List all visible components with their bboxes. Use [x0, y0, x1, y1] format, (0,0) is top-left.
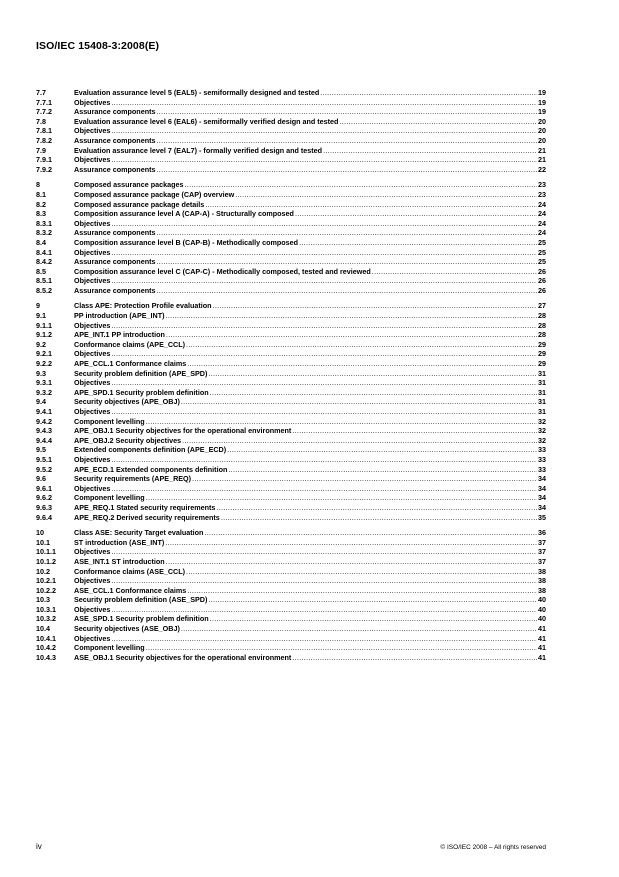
toc-entry[interactable]: [36, 286, 546, 296]
toc-dot-leader: [111, 276, 537, 286]
toc-entry-number: 10.4: [36, 624, 50, 634]
toc-entry-title: Assurance components: [74, 285, 156, 295]
toc-entry[interactable]: [36, 267, 546, 277]
toc-entry-page: 40: [538, 614, 546, 624]
toc-entry-number: 8.4: [36, 237, 46, 247]
toc-entry[interactable]: [36, 513, 546, 523]
toc-entry-title: ASE_CCL.1 Conformance claims: [74, 585, 187, 595]
toc-entry-page: 40: [538, 604, 546, 614]
toc-entry-page: 23: [538, 180, 546, 190]
toc-entry[interactable]: [36, 107, 546, 117]
toc-entry[interactable]: [36, 321, 546, 331]
toc-entry[interactable]: [36, 369, 546, 379]
toc-dot-leader: [156, 107, 537, 117]
toc-entry-page: 32: [538, 426, 546, 436]
toc-entry-number: 8.5.2: [36, 285, 52, 295]
toc-entry[interactable]: [36, 209, 546, 219]
toc-dot-leader: [111, 407, 537, 417]
toc-entry[interactable]: [36, 311, 546, 321]
toc-dot-leader: [111, 455, 537, 465]
toc-entry-page: 21: [538, 155, 546, 165]
toc-entry-title: Objectives: [74, 247, 111, 257]
toc-entry-title: Composed assurance package details: [74, 199, 205, 209]
toc-entry-page: 32: [538, 435, 546, 445]
toc-entry-page: 41: [538, 633, 546, 643]
toc-entry-number: 7.8.1: [36, 126, 52, 136]
toc-entry-title: Objectives: [74, 276, 111, 286]
toc-dot-leader: [184, 180, 537, 190]
toc-entry-number: 9.4.3: [36, 426, 52, 436]
toc-entry-page: 31: [538, 387, 546, 397]
toc-entry-title: Security requirements (APE_REQ): [74, 474, 192, 484]
toc-entry-title: ASE_INT.1 ST introduction: [74, 556, 165, 566]
toc-entry-title: Class ASE: Security Target evaluation: [74, 528, 204, 538]
toc-entry-number: 9.5: [36, 445, 46, 455]
toc-entry-title: APE_OBJ.2 Security objectives: [74, 435, 182, 445]
toc-entry-page: 33: [538, 454, 546, 464]
toc-entry-page: 26: [538, 276, 546, 286]
toc-dot-leader: [165, 538, 537, 548]
toc-dot-leader: [221, 513, 537, 523]
toc-entry-number: 9.4: [36, 397, 46, 407]
toc-entry-title: Objectives: [74, 604, 111, 614]
toc-entry-title: Security objectives (ASE_OBJ): [74, 624, 180, 634]
toc-entry-page: 34: [538, 502, 546, 512]
toc-entry-title: Objectives: [74, 97, 111, 107]
toc-entry-title: Assurance components: [74, 164, 156, 174]
toc-entry[interactable]: [36, 88, 546, 98]
toc-entry[interactable]: [36, 426, 546, 436]
toc-entry-number: 8.3.1: [36, 218, 52, 228]
toc-dot-leader: [111, 547, 537, 557]
toc-dot-leader: [210, 614, 537, 624]
toc-dot-leader: [295, 209, 537, 219]
toc-entry-title: Evaluation assurance level 7 (EAL7) - formally verified design and tested: [74, 145, 323, 155]
toc-entry-number: 8.3: [36, 209, 46, 219]
toc-entry-title: Composed assurance package (CAP) overview: [74, 189, 235, 199]
toc-dot-leader: [146, 417, 537, 427]
toc-entry-number: 9: [36, 301, 40, 311]
toc-entry-page: 38: [538, 576, 546, 586]
toc-entry-number: 9.1.1: [36, 320, 52, 330]
toc-entry[interactable]: [36, 547, 546, 557]
toc-entry-number: 8.4.1: [36, 247, 52, 257]
toc-entry-title: Assurance components: [74, 107, 156, 117]
toc-dot-leader: [182, 436, 537, 446]
toc-entry[interactable]: [36, 653, 546, 663]
toc-entry[interactable]: [36, 248, 546, 258]
toc-entry-title: Objectives: [74, 155, 111, 165]
toc-dot-leader: [146, 493, 537, 503]
toc-dot-leader: [181, 624, 537, 634]
toc-entry-title: APE_REQ.1 Stated security requirements: [74, 502, 216, 512]
toc-entry-title: APE_ECD.1 Extended components definition: [74, 464, 228, 474]
toc-entry-title: Objectives: [74, 378, 111, 388]
toc-dot-leader: [111, 98, 537, 108]
toc-entry-page: 29: [538, 359, 546, 369]
toc-dot-leader: [111, 219, 537, 229]
toc-entry-page: 25: [538, 237, 546, 247]
toc-section-group: [36, 180, 546, 295]
toc-entry-page: 41: [538, 652, 546, 662]
toc-entry-number: 7.8.2: [36, 135, 52, 145]
toc-dot-leader: [111, 349, 537, 359]
toc-entry-title: Security objectives (APE_OBJ): [74, 397, 180, 407]
toc-entry-title: Objectives: [74, 349, 111, 359]
toc-section-group: [36, 528, 546, 662]
toc-entry-title: Objectives: [74, 407, 111, 416]
toc-dot-leader: [111, 605, 537, 615]
toc-dot-leader: [111, 484, 537, 494]
toc-section-group: [36, 301, 546, 522]
toc-entry-page: 33: [538, 445, 546, 455]
toc-dot-leader: [372, 267, 537, 277]
toc-dot-leader: [156, 228, 537, 238]
toc-entry-title: APE_REQ.2 Derived security requirements: [74, 512, 220, 522]
toc-entry-page: 26: [538, 285, 546, 295]
toc-entry-page: 31: [538, 397, 546, 407]
toc-entry-number: 8.5: [36, 266, 46, 276]
toc-dot-leader: [187, 359, 537, 369]
toc-entry-number: 8.1: [36, 189, 46, 199]
toc-entry-page: 24: [538, 228, 546, 238]
toc-dot-leader: [146, 643, 537, 653]
toc-entry-title: Objectives: [74, 483, 111, 493]
toc-entry-number: 8.5.1: [36, 276, 52, 286]
toc-entry-page: 41: [538, 643, 546, 653]
toc-entry-number: 7.7.2: [36, 107, 52, 117]
toc-entry-page: 28: [538, 320, 546, 330]
toc-entry[interactable]: [36, 165, 546, 175]
toc-entry-number: 7.9: [36, 145, 46, 155]
toc-dot-leader: [228, 465, 537, 475]
toc-entry-title: Composed assurance packages: [74, 180, 184, 190]
toc-dot-leader: [192, 474, 537, 484]
toc-entry[interactable]: [36, 436, 546, 446]
toc-entry-page: 24: [538, 209, 546, 219]
toc-entry-page: 22: [538, 164, 546, 174]
toc-entry[interactable]: [36, 538, 546, 548]
toc-dot-leader: [339, 117, 537, 127]
toc-entry-title: Objectives: [74, 454, 111, 464]
toc-dot-leader: [111, 155, 537, 165]
toc-entry-title: Objectives: [74, 126, 111, 136]
toc-entry-page: 29: [538, 339, 546, 349]
toc-entry-page: 28: [538, 330, 546, 340]
toc-entry-page: 25: [538, 247, 546, 257]
toc-entry-title: ASE_SPD.1 Security problem definition: [74, 614, 209, 624]
toc-entry-page: 34: [538, 474, 546, 484]
toc-dot-leader: [166, 330, 537, 340]
toc-entry-page: 26: [538, 266, 546, 276]
toc-entry-title: Conformance claims (APE_CCL): [74, 339, 186, 349]
toc-entry[interactable]: [36, 557, 546, 567]
toc-entry-number: 9.1: [36, 311, 46, 321]
toc-entry[interactable]: [36, 445, 546, 455]
table-of-contents: [36, 88, 546, 668]
toc-entry-page: 20: [538, 116, 546, 126]
toc-entry[interactable]: [36, 484, 546, 494]
toc-entry-page: 34: [538, 493, 546, 503]
toc-entry[interactable]: [36, 417, 546, 427]
toc-entry[interactable]: [36, 643, 546, 653]
toc-entry[interactable]: [36, 155, 546, 165]
page-header: ISO/IEC 15408-3:2008(E): [36, 40, 160, 52]
toc-dot-leader: [205, 200, 537, 210]
toc-entry[interactable]: [36, 605, 546, 615]
toc-entry-number: 9.1.2: [36, 330, 52, 340]
toc-entry-page: 31: [538, 378, 546, 388]
toc-entry[interactable]: [36, 378, 546, 388]
toc-dot-leader: [204, 528, 537, 538]
toc-entry-page: 33: [538, 464, 546, 474]
toc-entry-page: 37: [538, 556, 546, 566]
toc-entry-number: 7.7: [36, 88, 46, 97]
toc-entry-title: APE_OBJ.1 Security objectives for the operational environment: [74, 426, 292, 436]
toc-entry-number: 9.3.2: [36, 387, 52, 397]
toc-entry-title: Security problem definition (ASE_SPD): [74, 595, 208, 605]
toc-entry[interactable]: [36, 330, 546, 340]
toc-dot-leader: [216, 503, 537, 513]
toc-dot-leader: [299, 238, 537, 248]
toc-dot-leader: [166, 311, 537, 321]
toc-dot-leader: [186, 340, 537, 350]
toc-entry-number: 9.5.1: [36, 454, 52, 464]
toc-entry-page: 20: [538, 126, 546, 136]
toc-entry-number: 10.2.2: [36, 585, 56, 595]
toc-entry[interactable]: [36, 117, 546, 127]
toc-entry-page: 19: [538, 88, 546, 97]
toc-dot-leader: [227, 445, 537, 455]
toc-entry-number: 9.3: [36, 368, 46, 378]
toc-dot-leader: [181, 397, 537, 407]
toc-entry[interactable]: [36, 567, 546, 577]
toc-entry-page: 38: [538, 585, 546, 595]
toc-entry-title: Composition assurance level A (CAP-A) - Structurally composed: [74, 209, 294, 219]
toc-entry-title: Component levelling: [74, 643, 145, 653]
toc-dot-leader: [111, 378, 537, 388]
toc-dot-leader: [156, 136, 537, 146]
toc-dot-leader: [186, 567, 537, 577]
toc-entry-number: 10.4.1: [36, 633, 56, 643]
toc-entry-page: 20: [538, 135, 546, 145]
toc-entry[interactable]: [36, 136, 546, 146]
toc-entry-page: 32: [538, 416, 546, 426]
toc-entry-title: Objectives: [74, 320, 111, 330]
toc-entry[interactable]: [36, 407, 546, 417]
toc-entry-page: 19: [538, 97, 546, 107]
toc-entry-number: 9.2.2: [36, 359, 52, 369]
toc-entry[interactable]: [36, 586, 546, 596]
toc-entry-number: 10.4.2: [36, 643, 56, 653]
toc-entry-page: 36: [538, 528, 546, 538]
toc-entry-number: 7.9.1: [36, 155, 52, 165]
toc-entry-number: 8.2: [36, 199, 46, 209]
toc-entry-number: 9.4.1: [36, 407, 52, 416]
toc-entry-title: Composition assurance level B (CAP-B) - Methodically composed: [74, 237, 299, 247]
toc-entry[interactable]: [36, 301, 546, 311]
toc-entry-title: PP introduction (APE_INT): [74, 311, 165, 321]
toc-entry-title: Component levelling: [74, 416, 145, 426]
toc-entry-number: 10.3.2: [36, 614, 56, 624]
toc-entry-page: 29: [538, 349, 546, 359]
toc-entry-number: 7.9.2: [36, 164, 52, 174]
toc-entry[interactable]: [36, 474, 546, 484]
toc-entry-title: ST introduction (ASE_INT): [74, 537, 165, 547]
toc-dot-leader: [111, 576, 537, 586]
copyright-notice: © ISO/IEC 2008 – All rights reserved: [440, 844, 546, 851]
toc-entry[interactable]: [36, 528, 546, 538]
toc-entry-number: 10.1.1: [36, 547, 56, 557]
toc-entry-page: 37: [538, 547, 546, 557]
toc-entry[interactable]: [36, 388, 546, 398]
toc-entry-number: 10.4.3: [36, 652, 56, 662]
toc-entry[interactable]: [36, 397, 546, 407]
toc-dot-leader: [213, 301, 537, 311]
toc-entry-page: 31: [538, 407, 546, 416]
toc-entry[interactable]: [36, 455, 546, 465]
toc-entry-title: Security problem definition (APE_SPD): [74, 368, 208, 378]
toc-dot-leader: [111, 126, 537, 136]
toc-entry[interactable]: [36, 200, 546, 210]
toc-entry[interactable]: [36, 624, 546, 634]
toc-entry[interactable]: [36, 340, 546, 350]
toc-entry-page: 40: [538, 595, 546, 605]
toc-entry[interactable]: [36, 228, 546, 238]
toc-dot-leader: [156, 257, 537, 267]
toc-entry[interactable]: [36, 126, 546, 136]
toc-entry[interactable]: [36, 576, 546, 586]
toc-entry-title: APE_CCL.1 Conformance claims: [74, 359, 187, 369]
toc-entry[interactable]: [36, 634, 546, 644]
toc-entry-title: Objectives: [74, 218, 111, 228]
toc-entry-number: 9.2.1: [36, 349, 52, 359]
toc-dot-leader: [210, 388, 537, 398]
toc-entry[interactable]: [36, 146, 546, 156]
toc-entry-page: 28: [538, 311, 546, 321]
toc-entry-title: Evaluation assurance level 5 (EAL5) - semiformally designed and tested: [74, 88, 320, 97]
toc-entry[interactable]: [36, 595, 546, 605]
toc-entry[interactable]: [36, 257, 546, 267]
toc-entry-title: Composition assurance level C (CAP-C) - Methodically composed, tested and reviewed: [74, 266, 371, 276]
toc-dot-leader: [208, 369, 537, 379]
toc-entry-number: 10.3.1: [36, 604, 56, 614]
page-number: iv: [36, 842, 42, 851]
toc-entry[interactable]: [36, 349, 546, 359]
toc-entry-page: 37: [538, 537, 546, 547]
toc-entry-number: 9.6.3: [36, 502, 52, 512]
toc-entry-number: 10.1: [36, 537, 50, 547]
toc-entry-number: 10.2: [36, 566, 50, 576]
toc-dot-leader: [320, 88, 537, 98]
toc-entry-number: 7.8: [36, 116, 46, 126]
toc-entry-page: 27: [538, 301, 546, 311]
toc-dot-leader: [111, 321, 537, 331]
toc-entry-title: APE_SPD.1 Security problem definition: [74, 387, 209, 397]
toc-entry-title: Objectives: [74, 547, 111, 557]
toc-entry[interactable]: [36, 614, 546, 624]
toc-entry-title: Assurance components: [74, 135, 156, 145]
toc-dot-leader: [292, 653, 537, 663]
toc-dot-leader: [292, 426, 537, 436]
toc-entry-number: 8.4.2: [36, 257, 52, 267]
toc-entry-number: 10.2.1: [36, 576, 56, 586]
toc-entry-page: 34: [538, 483, 546, 493]
toc-entry[interactable]: [36, 493, 546, 503]
toc-entry-number: 10: [36, 528, 44, 538]
page-footer: [36, 842, 546, 851]
toc-entry[interactable]: [36, 276, 546, 286]
toc-entry-number: 9.6.4: [36, 512, 52, 522]
toc-entry-title: Assurance components: [74, 228, 156, 238]
toc-dot-leader: [235, 190, 537, 200]
toc-entry-title: APE_INT.1 PP introduction: [74, 330, 165, 340]
toc-dot-leader: [156, 286, 537, 296]
toc-entry-title: Component levelling: [74, 493, 145, 503]
toc-entry-number: 10.1.2: [36, 556, 56, 566]
toc-dot-leader: [111, 248, 537, 258]
toc-entry-title: Objectives: [74, 633, 111, 643]
toc-entry[interactable]: [36, 180, 546, 190]
toc-entry-number: 9.6.2: [36, 493, 52, 503]
toc-dot-leader: [187, 586, 537, 596]
toc-entry-page: 21: [538, 145, 546, 155]
toc-entry-number: 9.5.2: [36, 464, 52, 474]
toc-entry[interactable]: [36, 238, 546, 248]
toc-entry[interactable]: [36, 219, 546, 229]
toc-entry-page: 35: [538, 512, 546, 522]
toc-entry-number: 7.7.1: [36, 97, 52, 107]
toc-dot-leader: [156, 165, 537, 175]
toc-entry-number: 9.4.2: [36, 416, 52, 426]
toc-entry-title: ASE_OBJ.1 Security objectives for the operational environment: [74, 652, 292, 662]
toc-entry-number: 8.3.2: [36, 228, 52, 238]
toc-entry-page: 24: [538, 218, 546, 228]
toc-entry-title: Objectives: [74, 576, 111, 586]
toc-entry-page: 31: [538, 368, 546, 378]
toc-entry-page: 41: [538, 624, 546, 634]
toc-dot-leader: [323, 146, 537, 156]
toc-entry-page: 25: [538, 257, 546, 267]
toc-entry-number: 10.3: [36, 595, 50, 605]
toc-entry-number: 9.6: [36, 474, 46, 484]
toc-entry[interactable]: [36, 190, 546, 200]
toc-entry-page: 38: [538, 566, 546, 576]
toc-entry-title: Class APE: Protection Profile evaluation: [74, 301, 212, 311]
toc-entry[interactable]: [36, 503, 546, 513]
toc-entry-number: 9.2: [36, 339, 46, 349]
toc-entry[interactable]: [36, 359, 546, 369]
toc-entry-title: Assurance components: [74, 257, 156, 267]
toc-section-group: [36, 88, 546, 174]
toc-entry-number: 9.4.4: [36, 435, 52, 445]
toc-entry[interactable]: [36, 465, 546, 475]
toc-entry-page: 23: [538, 189, 546, 199]
toc-entry-page: 19: [538, 107, 546, 117]
toc-dot-leader: [208, 595, 537, 605]
toc-dot-leader: [111, 634, 537, 644]
toc-entry-title: Extended components definition (APE_ECD): [74, 445, 227, 455]
toc-entry-number: 8: [36, 180, 40, 190]
toc-entry-title: Conformance claims (ASE_CCL): [74, 566, 186, 576]
toc-entry-title: Evaluation assurance level 6 (EAL6) - semiformally verified design and tested: [74, 116, 339, 126]
toc-dot-leader: [166, 557, 537, 567]
toc-entry-number: 9.6.1: [36, 483, 52, 493]
toc-entry[interactable]: [36, 98, 546, 108]
toc-entry-page: 24: [538, 199, 546, 209]
toc-entry-number: 9.3.1: [36, 378, 52, 388]
